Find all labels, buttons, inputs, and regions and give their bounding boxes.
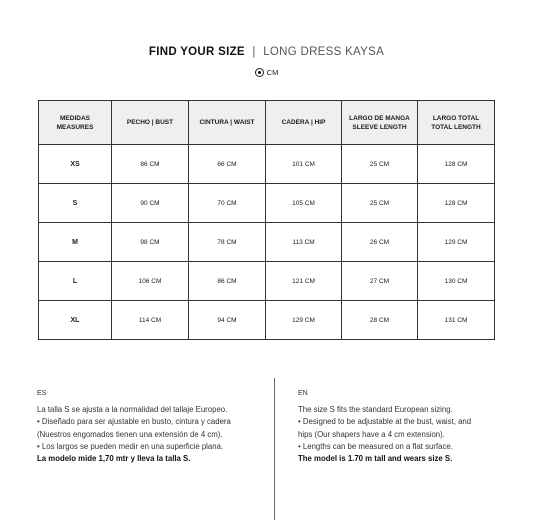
sleeve-length-cell: 25 CM (342, 184, 418, 223)
table-row (39, 223, 495, 262)
notes-text (37, 404, 267, 465)
bust-cell: 98 CM (112, 223, 189, 262)
title-separator: | (252, 46, 256, 58)
notes-spanish (37, 388, 267, 465)
header-measures: MEDIDAS MEASURES (39, 101, 112, 145)
language-label: ES (37, 390, 47, 397)
size-guide-header (0, 46, 533, 58)
bust-cell: 106 CM (112, 262, 189, 301)
note-line: (Nuestros engomados tienen una extensión de 4 cm). (37, 429, 223, 439)
unit-selector[interactable] (0, 68, 533, 77)
model-info: La modelo mide 1,70 mtr y lleva la talla S. (37, 454, 191, 464)
note-line: • Los largos se pueden medir en una superficie plana. (37, 441, 224, 451)
size-table (38, 100, 495, 340)
hip-cell: 113 CM (266, 223, 342, 262)
size-label: XL (39, 301, 112, 340)
waist-cell: 86 CM (189, 262, 266, 301)
size-label: M (39, 223, 112, 262)
notes-text (298, 404, 518, 465)
hip-cell: 101 CM (266, 145, 342, 184)
size-label: XS (39, 145, 112, 184)
sleeve-length-cell: 26 CM (342, 223, 418, 262)
note-line: La talla S se ajusta a la normalidad del tallaje Europeo. (37, 405, 228, 415)
waist-cell: 70 CM (189, 184, 266, 223)
sleeve-length-cell: 28 CM (342, 301, 418, 340)
notes-english (298, 388, 518, 465)
column-divider (274, 378, 275, 520)
model-info: The model is 1.70 m tall and wears size S. (298, 454, 453, 464)
table-row (39, 184, 495, 223)
table-row (39, 301, 495, 340)
table-row (39, 262, 495, 301)
size-label: S (39, 184, 112, 223)
total-length-cell: 128 CM (418, 184, 495, 223)
total-length-cell: 130 CM (418, 262, 495, 301)
total-length-cell: 128 CM (418, 145, 495, 184)
sleeve-length-cell: 25 CM (342, 145, 418, 184)
size-label: L (39, 262, 112, 301)
total-length-cell: 131 CM (418, 301, 495, 340)
header-bust: PECHO | BUST (112, 101, 189, 145)
note-line: hips (Our shapers have a 4 cm extension). (298, 429, 445, 439)
hip-cell: 129 CM (266, 301, 342, 340)
unit-label: CM (266, 68, 279, 77)
total-length-cell: 129 CM (418, 223, 495, 262)
note-line: • Designed to be adjustable at the bust, waist, and (298, 417, 472, 427)
bust-cell: 90 CM (112, 184, 189, 223)
waist-cell: 66 CM (189, 145, 266, 184)
header-waist: CINTURA | WAIST (189, 101, 266, 145)
header-hip: CADERA | HIP (266, 101, 342, 145)
header-sleeve-length: LARGO DE MANGA SLEEVE LENGTH (342, 101, 418, 145)
note-line: • Lengths can be measured on a flat surface. (298, 441, 453, 451)
sleeve-length-cell: 27 CM (342, 262, 418, 301)
table-header-row (39, 101, 495, 145)
header-total-length: LARGO TOTAL TOTAL LENGTH (418, 101, 495, 145)
product-name: LONG DRESS KAYSA (263, 46, 385, 58)
table-row (39, 145, 495, 184)
hip-cell: 121 CM (266, 262, 342, 301)
waist-cell: 78 CM (189, 223, 266, 262)
language-label: EN (298, 390, 308, 397)
waist-cell: 94 CM (189, 301, 266, 340)
radio-selected-icon[interactable] (255, 68, 264, 77)
hip-cell: 105 CM (266, 184, 342, 223)
bust-cell: 86 CM (112, 145, 189, 184)
page-title: FIND YOUR SIZE (148, 46, 245, 58)
note-line: • Diseñado para ser ajustable en busto, cintura y cadera (37, 417, 231, 427)
bust-cell: 114 CM (112, 301, 189, 340)
note-line: The size S fits the standard European sizing. (298, 405, 453, 415)
